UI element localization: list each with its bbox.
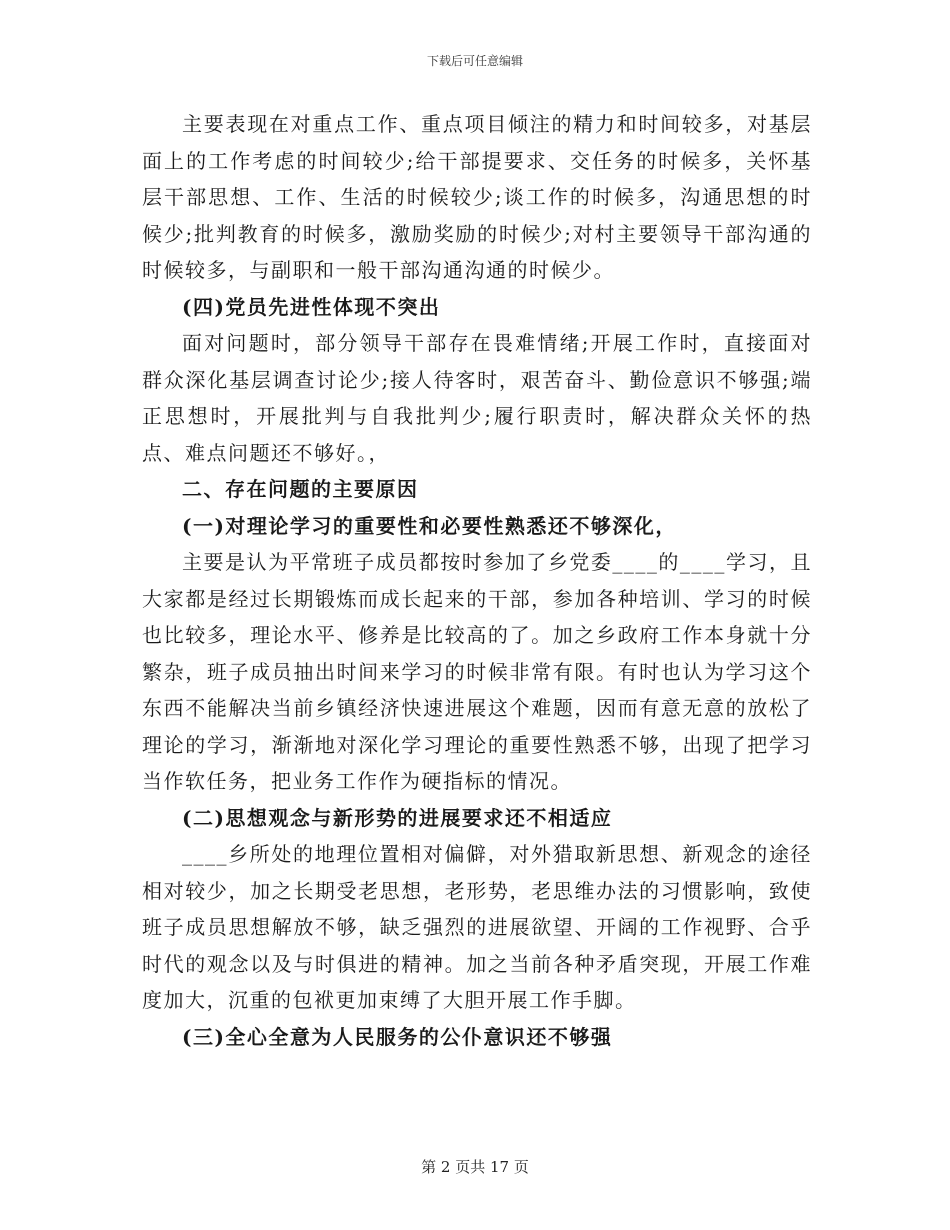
heading-cause-one: (一)对理论学习的重要性和必要性熟悉还不够深化， — [182, 513, 677, 538]
heading-cause-two: (二)思想观念与新形势的进展要求还不相适应 — [182, 805, 613, 830]
heading-main-causes: 二、存在问题的主要原因 — [182, 477, 419, 501]
paragraph-party-member: 面对问题时，部分领导干部存在畏难情绪;开展工作时，直接面对群众深化基层调查讨论少;接人待客时，艰苦奋斗、勤俭意识不够强;端正思想时，开展批判与自我批判少;履行职责时，解决群众关怀的热点、难点问题还不够好。， — [142, 331, 812, 465]
paragraph-theory-study: 主要是认为平常班子成员都按时参加了乡党委____的____学习，且大家都是经过长期锻炼而成长起来的干部，参加各种培训、学习的时候也比较多，理论水平、修养是比较高的了。加之乡政府工作本身就十分繁杂，班子成员抽出时间来学习的时候非常有限。有时也认为学习这个东西不能解决当前乡镇经济快速进展这个难题，因而有意无意的放松了理论的学习，渐渐地对深化学习理论的重要性熟悉不够，出现了把学习当作软任务，把业务工作作为硬指标的情况。 — [142, 550, 812, 793]
heading-section-four: (四)党员先进性体现不突出 — [182, 294, 441, 319]
document-body — [142, 106, 812, 1055]
paragraph-main-manifestation: 主要表现在对重点工作、重点项目倾注的精力和时间较多，对基层面上的工作考虑的时间较少;给干部提要求、交任务的时候多，关怀基层干部思想、工作、生活的时候较少;谈工作的时候多，沟通思想的时候少;批判教育的时候多，激励奖励的时候少;对村主要领导干部沟通的时候较多，与副职和一般干部沟通沟通的时候少。 — [142, 112, 812, 282]
page-header: 下载后可任意编辑 — [426, 54, 523, 68]
page-footer: 第 2 页共 17 页 — [421, 1158, 529, 1176]
heading-cause-three: (三)全心全意为人民服务的公仆意识还不够强 — [182, 1024, 613, 1049]
paragraph-thinking-concepts: ____乡所处的地理位置相对偏僻，对外猎取新思想、新观念的途径相对较少，加之长期受老思想，老形势，老思维办法的习惯影响，致使班子成员思想解放不够，缺乏强烈的进展欲望、开阔的工作视野、合乎时代的观念以及与时俱进的精神。加之当前各种矛盾突现，开展工作难度加大，沉重的包袱更加束缚了大胆开展工作手脚。 — [142, 842, 812, 1012]
